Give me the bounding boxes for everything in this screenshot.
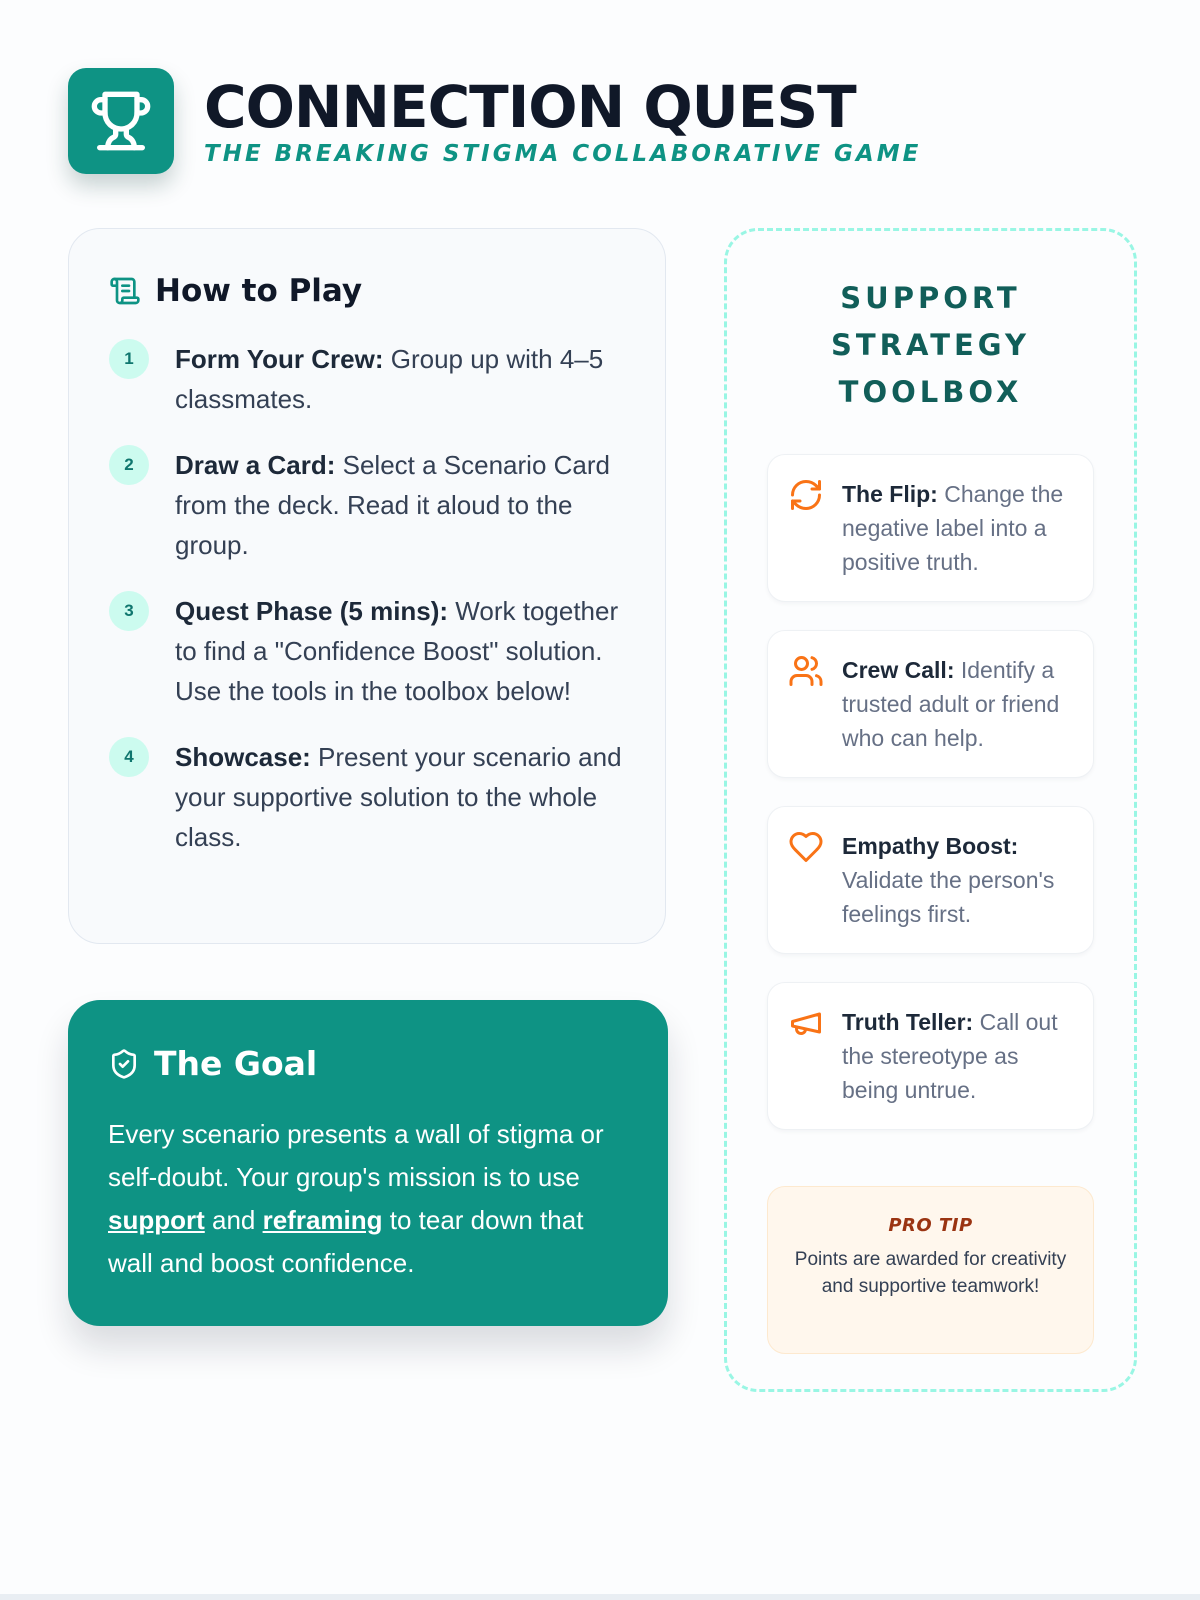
tool-label: Truth Teller: <box>842 1009 974 1035</box>
goal-text-part: and <box>204 1205 263 1235</box>
step-text <box>175 591 625 711</box>
goal-title: The Goal <box>154 1044 318 1083</box>
goal-emphasis-support: support <box>108 1205 205 1235</box>
goal-heading <box>108 1044 628 1083</box>
tool-label: Crew Call: <box>842 657 955 683</box>
logo <box>68 68 174 174</box>
step-label: Draw a Card: <box>175 450 336 480</box>
tool-description: Call out the stereotype as being untrue. <box>842 1009 1058 1103</box>
goal-text-part: to tear down that wall and boost confidence. <box>108 1205 584 1278</box>
tool-text <box>842 1005 1075 1107</box>
goal-card <box>68 1000 668 1326</box>
megaphone-icon <box>788 1005 824 1041</box>
tool-card <box>767 806 1094 954</box>
step-item <box>109 737 625 857</box>
step-text <box>175 737 625 857</box>
tool-text <box>842 477 1075 579</box>
how-to-play-title: How to Play <box>155 273 363 309</box>
step-label: Quest Phase (5 mins): <box>175 596 449 626</box>
page-subtitle: THE BREAKING STIGMA COLLABORATIVE GAME <box>204 141 922 167</box>
shield-check-icon <box>108 1048 140 1080</box>
pro-tip-box <box>767 1186 1094 1354</box>
page-bottom-strip <box>0 1594 1200 1600</box>
scroll-icon <box>109 275 141 307</box>
goal-description <box>108 1113 628 1285</box>
step-number: 4 <box>109 737 149 777</box>
step-label: Showcase: <box>175 742 311 772</box>
tool-description: Change the negative label into a positive truth. <box>842 481 1064 575</box>
how-to-play-heading <box>109 273 625 309</box>
step-text <box>175 339 625 419</box>
trophy-icon <box>89 89 153 153</box>
steps-list <box>109 339 625 857</box>
strategy-toolbox <box>724 228 1137 1392</box>
tool-description: Validate the person's feelings first. <box>842 867 1055 927</box>
step-item <box>109 339 625 419</box>
pro-tip-label: PRO TIP <box>888 1215 973 1236</box>
title-block <box>204 75 921 167</box>
step-number: 3 <box>109 591 149 631</box>
tool-card <box>767 630 1094 778</box>
step-description: Group up with 4–5 classmates. <box>175 344 604 414</box>
pro-tip-text: Points are awarded for creativity and supportive teamwork! <box>794 1249 1067 1297</box>
tool-text <box>842 653 1075 755</box>
step-text <box>175 445 625 565</box>
tool-description: Identify a trusted adult or friend who can help. <box>842 657 1060 751</box>
step-item <box>109 591 625 711</box>
step-number: 1 <box>109 339 149 379</box>
how-to-play-card <box>68 228 666 944</box>
toolbox-title: SUPPORT STRATEGY TOOLBOX <box>831 281 1030 409</box>
page-title: CONNECTION QUEST <box>204 73 856 141</box>
heart-icon <box>788 829 824 865</box>
goal-text-part: Every scenario presents a wall of stigma or self-doubt. Your group's mission is to use <box>108 1119 604 1192</box>
tool-label: The Flip: <box>842 481 938 507</box>
step-item <box>109 445 625 565</box>
step-description: Work together to find a "Confidence Boost" solution. Use the tools in the toolbox below! <box>175 596 619 706</box>
tool-text <box>842 829 1075 931</box>
tool-card <box>767 454 1094 602</box>
tool-label: Empathy Boost: <box>842 833 1019 859</box>
step-label: Form Your Crew: <box>175 344 384 374</box>
page-header <box>68 68 921 174</box>
step-number: 2 <box>109 445 149 485</box>
goal-emphasis-reframing: reframing <box>262 1205 383 1235</box>
users-icon <box>788 653 824 689</box>
tool-card <box>767 982 1094 1130</box>
refresh-icon <box>788 477 824 513</box>
step-description: Present your scenario and your supportive solution to the whole class. <box>175 742 622 852</box>
step-description: Select a Scenario Card from the deck. Read it aloud to the group. <box>175 450 610 560</box>
